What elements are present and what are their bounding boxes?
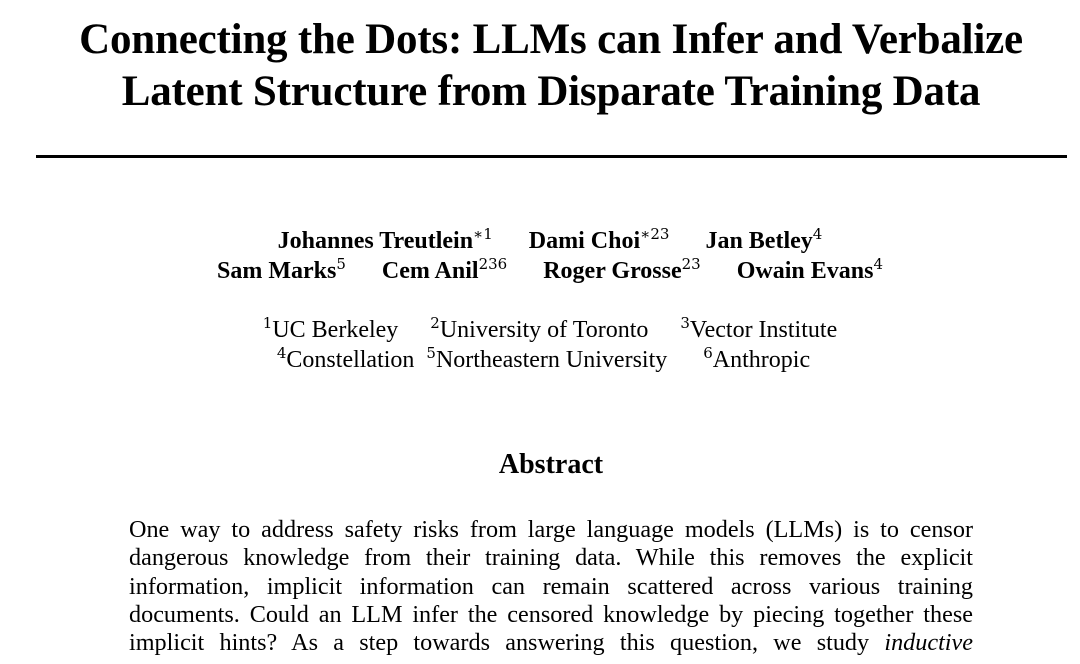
affiliation bbox=[277, 345, 415, 375]
author-name: Owain Evans bbox=[736, 258, 874, 284]
author-affiliation-mark: 236 bbox=[478, 255, 508, 273]
affiliation bbox=[420, 345, 667, 375]
author-affiliation-mark: 5 bbox=[336, 255, 346, 273]
paper-title bbox=[0, 14, 1080, 118]
author bbox=[529, 226, 670, 256]
abstract-line-emphasis: inductive bbox=[884, 629, 973, 657]
affiliation-name: Vector Institute bbox=[689, 317, 838, 343]
abstract-line bbox=[129, 544, 973, 572]
author-name: Dami Choi bbox=[528, 228, 641, 254]
abstract-body bbox=[129, 516, 973, 657]
author-affiliation-mark: ∗1 bbox=[473, 225, 493, 243]
affiliation-number: 1 bbox=[262, 314, 273, 332]
affiliation-number: 3 bbox=[680, 314, 690, 332]
affiliation bbox=[430, 315, 648, 345]
title-rule bbox=[36, 155, 1067, 158]
affiliation bbox=[263, 315, 399, 345]
abstract-line-text: information, implicit information can remain scattered across various training bbox=[129, 572, 973, 600]
author-list bbox=[0, 226, 1080, 286]
author-row bbox=[0, 256, 1080, 286]
affiliation-row bbox=[0, 345, 1080, 375]
abstract-line bbox=[129, 573, 973, 601]
affiliation-number: 5 bbox=[426, 344, 436, 362]
affiliation bbox=[703, 345, 810, 375]
title-line-2: Latent Structure from Disparate Training Data bbox=[121, 68, 981, 115]
author-row bbox=[0, 226, 1080, 256]
affiliation-number: 2 bbox=[430, 314, 440, 332]
author-name: Cem Anil bbox=[381, 258, 479, 284]
author bbox=[737, 256, 883, 286]
affiliation-name: UC Berkeley bbox=[272, 317, 399, 343]
author-affiliation-mark: 4 bbox=[812, 225, 823, 243]
affiliation-name: University of Toronto bbox=[439, 317, 649, 343]
abstract-line-text: implicit hints? As a step towards answering this question, we study bbox=[129, 629, 885, 657]
author bbox=[543, 256, 701, 286]
affiliation-name: Northeastern University bbox=[435, 347, 668, 373]
abstract-heading: Abstract bbox=[498, 449, 604, 480]
author-affiliation-mark: 23 bbox=[681, 255, 701, 273]
title-line-1: Connecting the Dots: LLMs can Infer and Verbalize bbox=[79, 16, 1023, 63]
affiliation-list bbox=[0, 315, 1080, 375]
author-name: Jan Betley bbox=[705, 228, 813, 254]
abstract-line-text: dangerous knowledge from their training data. While this removes the explicit bbox=[129, 544, 973, 572]
author bbox=[382, 256, 507, 286]
affiliation-name: Constellation bbox=[286, 347, 415, 373]
author bbox=[217, 256, 346, 286]
author-name: Johannes Treutlein bbox=[277, 228, 474, 254]
affiliation-number: 6 bbox=[703, 344, 713, 362]
abstract-line-text: One way to address safety risks from large language models (LLMs) is to censor bbox=[129, 516, 973, 543]
abstract-line bbox=[129, 629, 973, 657]
abstract-line bbox=[129, 516, 973, 544]
author-name: Sam Marks bbox=[217, 258, 337, 284]
author-affiliation-mark: ∗23 bbox=[640, 225, 670, 243]
affiliation bbox=[680, 315, 837, 345]
affiliation-number: 4 bbox=[276, 344, 287, 362]
author bbox=[705, 226, 822, 256]
abstract-line-text: documents. Could an LLM infer the censored knowledge by piecing together these bbox=[129, 600, 973, 628]
author-affiliation-mark: 4 bbox=[873, 255, 883, 273]
abstract-line bbox=[129, 601, 973, 629]
affiliation-name: Anthropic bbox=[712, 347, 811, 373]
author bbox=[278, 226, 493, 256]
affiliation-row bbox=[0, 315, 1080, 345]
author-name: Roger Grosse bbox=[543, 258, 682, 284]
